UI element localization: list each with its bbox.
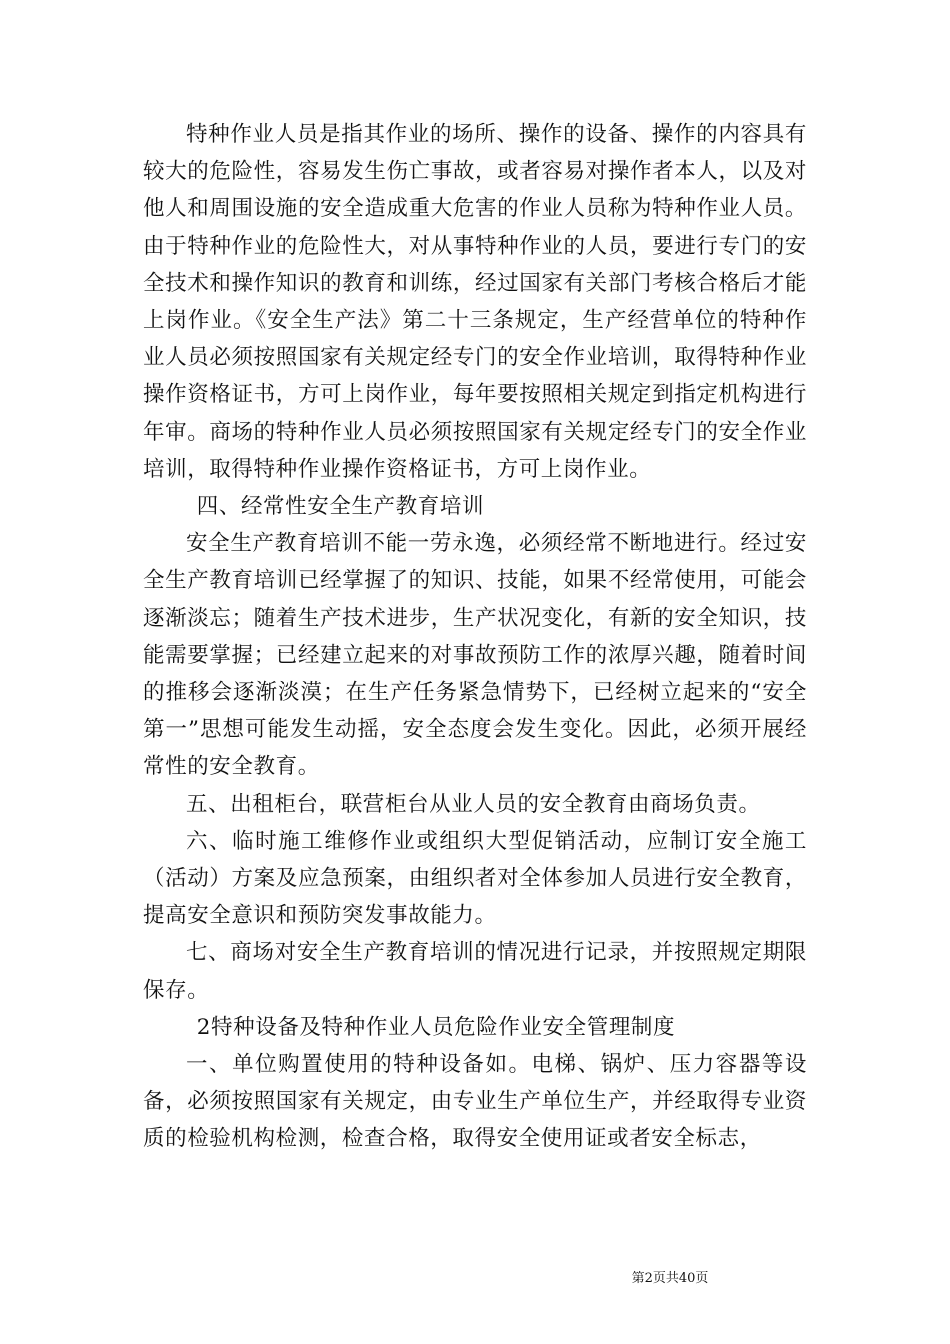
paragraph-regular-training: 安全生产教育培训不能一劳永逸，必须经常不断地进行。经过安全生产教育培训已经掌握了的知识、技能，如果不经常使用，可能会逐渐淡忘；随着生产技术进步，生产状况变化，有新的安全知识，技能需要掌握；已经建立起来的对事故预防工作的浓厚兴趣，随着时间的推移会逐渐淡漠；在生产任务紧急情势下，已经树立起来的“安全第一”思想可能发生动摇，安全态度会发生变化。因此，必须开展经常性的安全教育。 <box>143 531 807 780</box>
page-number: 第2页共40页 <box>631 1271 709 1286</box>
page-footer <box>0 1271 950 1287</box>
section-heading-2: 2特种设备及特种作业人员危险作业安全管理制度 <box>196 1014 676 1040</box>
paragraph-item-1: 一、单位购置使用的特种设备如。电梯、锅炉、压力容器等设备，必须按照国家有关规定，由专业生产单位生产，并经取得专业资质的检验机构检测，检查合格，取得安全使用证或者安全标志， <box>143 1052 807 1152</box>
paragraph-item-5: 五、出租柜台，联营柜台从业人员的安全教育由商场负责。 <box>186 791 761 817</box>
paragraph-item-6: 六、临时施工维修作业或组织大型促销活动，应制订安全施工（活动）方案及应急预案，由组织者对全体参加人员进行安全教育，提高安全意识和预防突发事故能力。 <box>143 828 807 929</box>
document-body <box>143 116 807 1158</box>
paragraph-item-7: 七、商场对安全生产教育培训的情况进行记录，并按照规定期限保存。 <box>143 940 807 1003</box>
paragraph-special-operators: 特种作业人员是指其作业的场所、操作的设备、操作的内容具有较大的危险性，容易发生伤亡事故，或者容易对操作者本人，以及对他人和周围设施的安全造成重大危害的作业人员称为特种作业人员。由于特种作业的危险性大，对从事特种作业的人员，要进行专门的安全技术和操作知识的教育和训练，经过国家有关部门考核合格后才能上岗作业。《安全生产法》第二十三条规定，生产经营单位的特种作业人员必须按照国家有关规定经专门的安全作业培训，取得特种作业操作资格证书，方可上岗作业，每年要按照相关规定到指定机构进行年审。商场的特种作业人员必须按照国家有关规定经专门的安全作业培训，取得特种作业操作资格证书，方可上岗作业。 <box>143 122 807 482</box>
section-heading-4: 四、经常性安全生产教育培训 <box>196 494 485 520</box>
